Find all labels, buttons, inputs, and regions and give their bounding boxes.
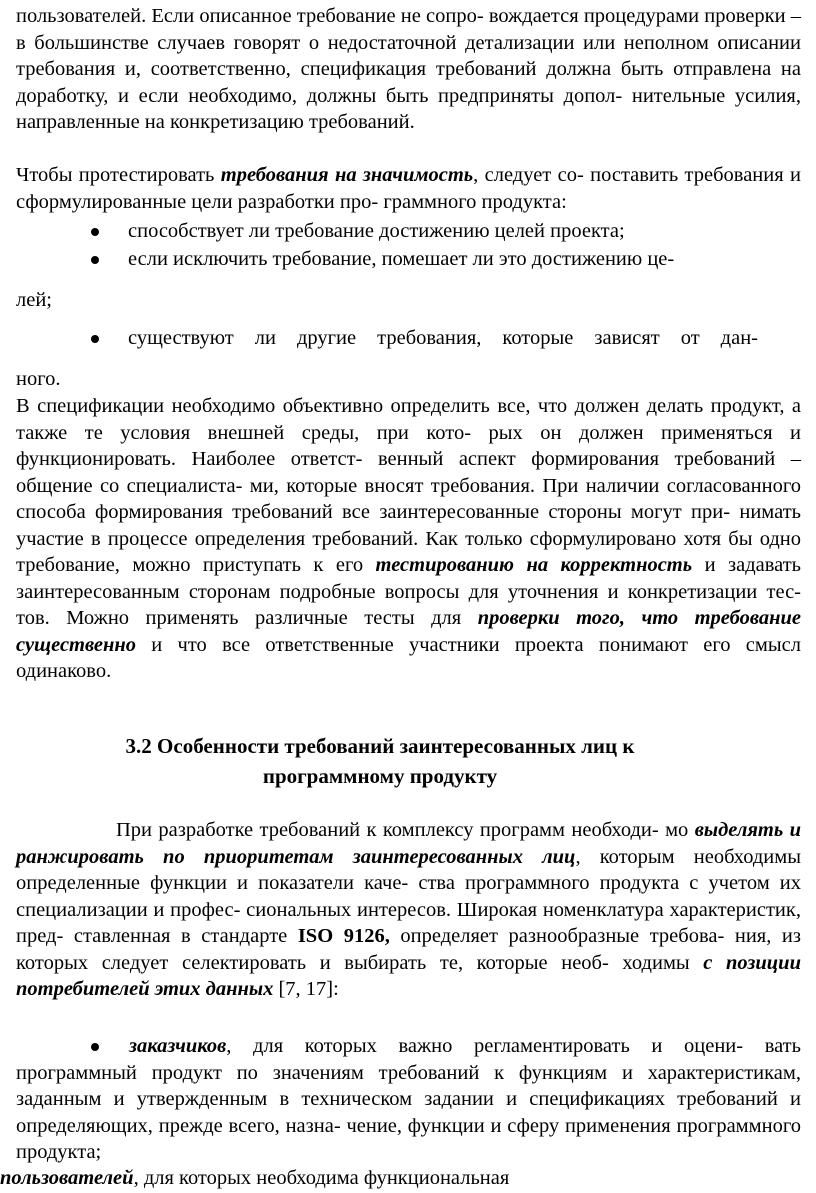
bullet-icon (91, 228, 99, 236)
bold-text: ISO 9126, (297, 925, 390, 947)
bullet-icon (91, 256, 99, 264)
paragraph-text: , следует со- поставить требования и сформулированные цели разработки про- граммного продукта: (16, 164, 801, 213)
heading-line: программному продукту (262, 764, 498, 788)
list-item: если исключить требование, помешает ли это достижению це- (128, 248, 675, 270)
bullet-icon (91, 335, 99, 343)
emphasis-text: выделять и ранжировать по приоритетам заинтересованных лиц (16, 819, 802, 868)
emphasis-text: требования на значимость (220, 164, 474, 186)
emphasis-text: пользователей (0, 1167, 134, 1189)
list-item-continuation: лей; (16, 289, 52, 311)
list-item-customers: заказчиков, для которых важно регламентировать и оцени- вать программный продукт по значениям требований к функциям и характеристикам, заданным и утвержденным в техническом задании и спецификациях требований и определяющих, прежде всего, назна- чение, функции и сферу применения программного продукта; (16, 1035, 801, 1163)
list-item-users: пользователей, для которых необходима функциональная (0, 1167, 510, 1189)
paragraph-significance (16, 162, 801, 215)
emphasis-text: с позиции потребителей этих данных (16, 951, 801, 1000)
emphasis-text: тестированию на корректность (375, 554, 693, 576)
emphasis-text: заказчиков (129, 1035, 227, 1057)
paragraph-specification: В спецификации необходимо объективно определить все, что должен делать продукт, а также те условия внешней среды, при кото- рых он должен применяться и функционировать. Наиболее ответст- венный аспект формирования требований – общение со специалиста- ми, которые вносят требования. При наличии согласованного способа формирования требований все заинтересованные стороны могут при- нимать участие в процессе определения требований. Как только сформулировано хотя бы одно требование, можно приступать к его тестированию на корректность и задавать заинтересованным сторонам подробные вопросы для уточнения и конкретизации тес- тов. Можно применять различные тесты для проверки того, что требование существенно и что все ответственные участники проекта понимают его смысл одинаково. (16, 395, 802, 682)
heading-line: 3.2 Особенности требований заинтересованных лиц к (125, 734, 635, 758)
emphasis-text: проверки того, что требование существенно (16, 607, 801, 656)
list-item-continuation: ного. (16, 368, 61, 390)
paragraph-stakeholders: При разработке требований к комплексу программ необходи- мо выделять и ранжировать по приоритетам заинтересованных лиц, которым необходимы определенные функции и показатели каче- ства программного продукта с учетом их специализации и профес- сиональных интересов. Широкая номенклатура характеристик, пред- ставленная в стандарте ISO 9126, определяет разнообразные требова- ния, из которых следует селектировать и выбирать те, которые необ- ходимы с позиции потребителей этих данных [7, 17]: (16, 819, 802, 1000)
paragraph-text: пользователей. Если описанное требование не сопро- вождается процедурами проверки – в большинстве случаев говорят о недостаточной детализации или неполном описании требования и, соответственно, спецификация требований должна быть отправлена на доработку, и если необходимо, должны быть предприняты допол- нительные усилия, направленные на конкретизацию требований. (16, 5, 801, 133)
paragraph-text: Чтобы протестировать (16, 164, 221, 186)
list-item: способствует ли требование достижению целей проекта; (128, 220, 625, 242)
list-item: существуют ли другие требования, которые зависят от дан- (128, 327, 758, 349)
paragraph-continuation (16, 3, 801, 136)
